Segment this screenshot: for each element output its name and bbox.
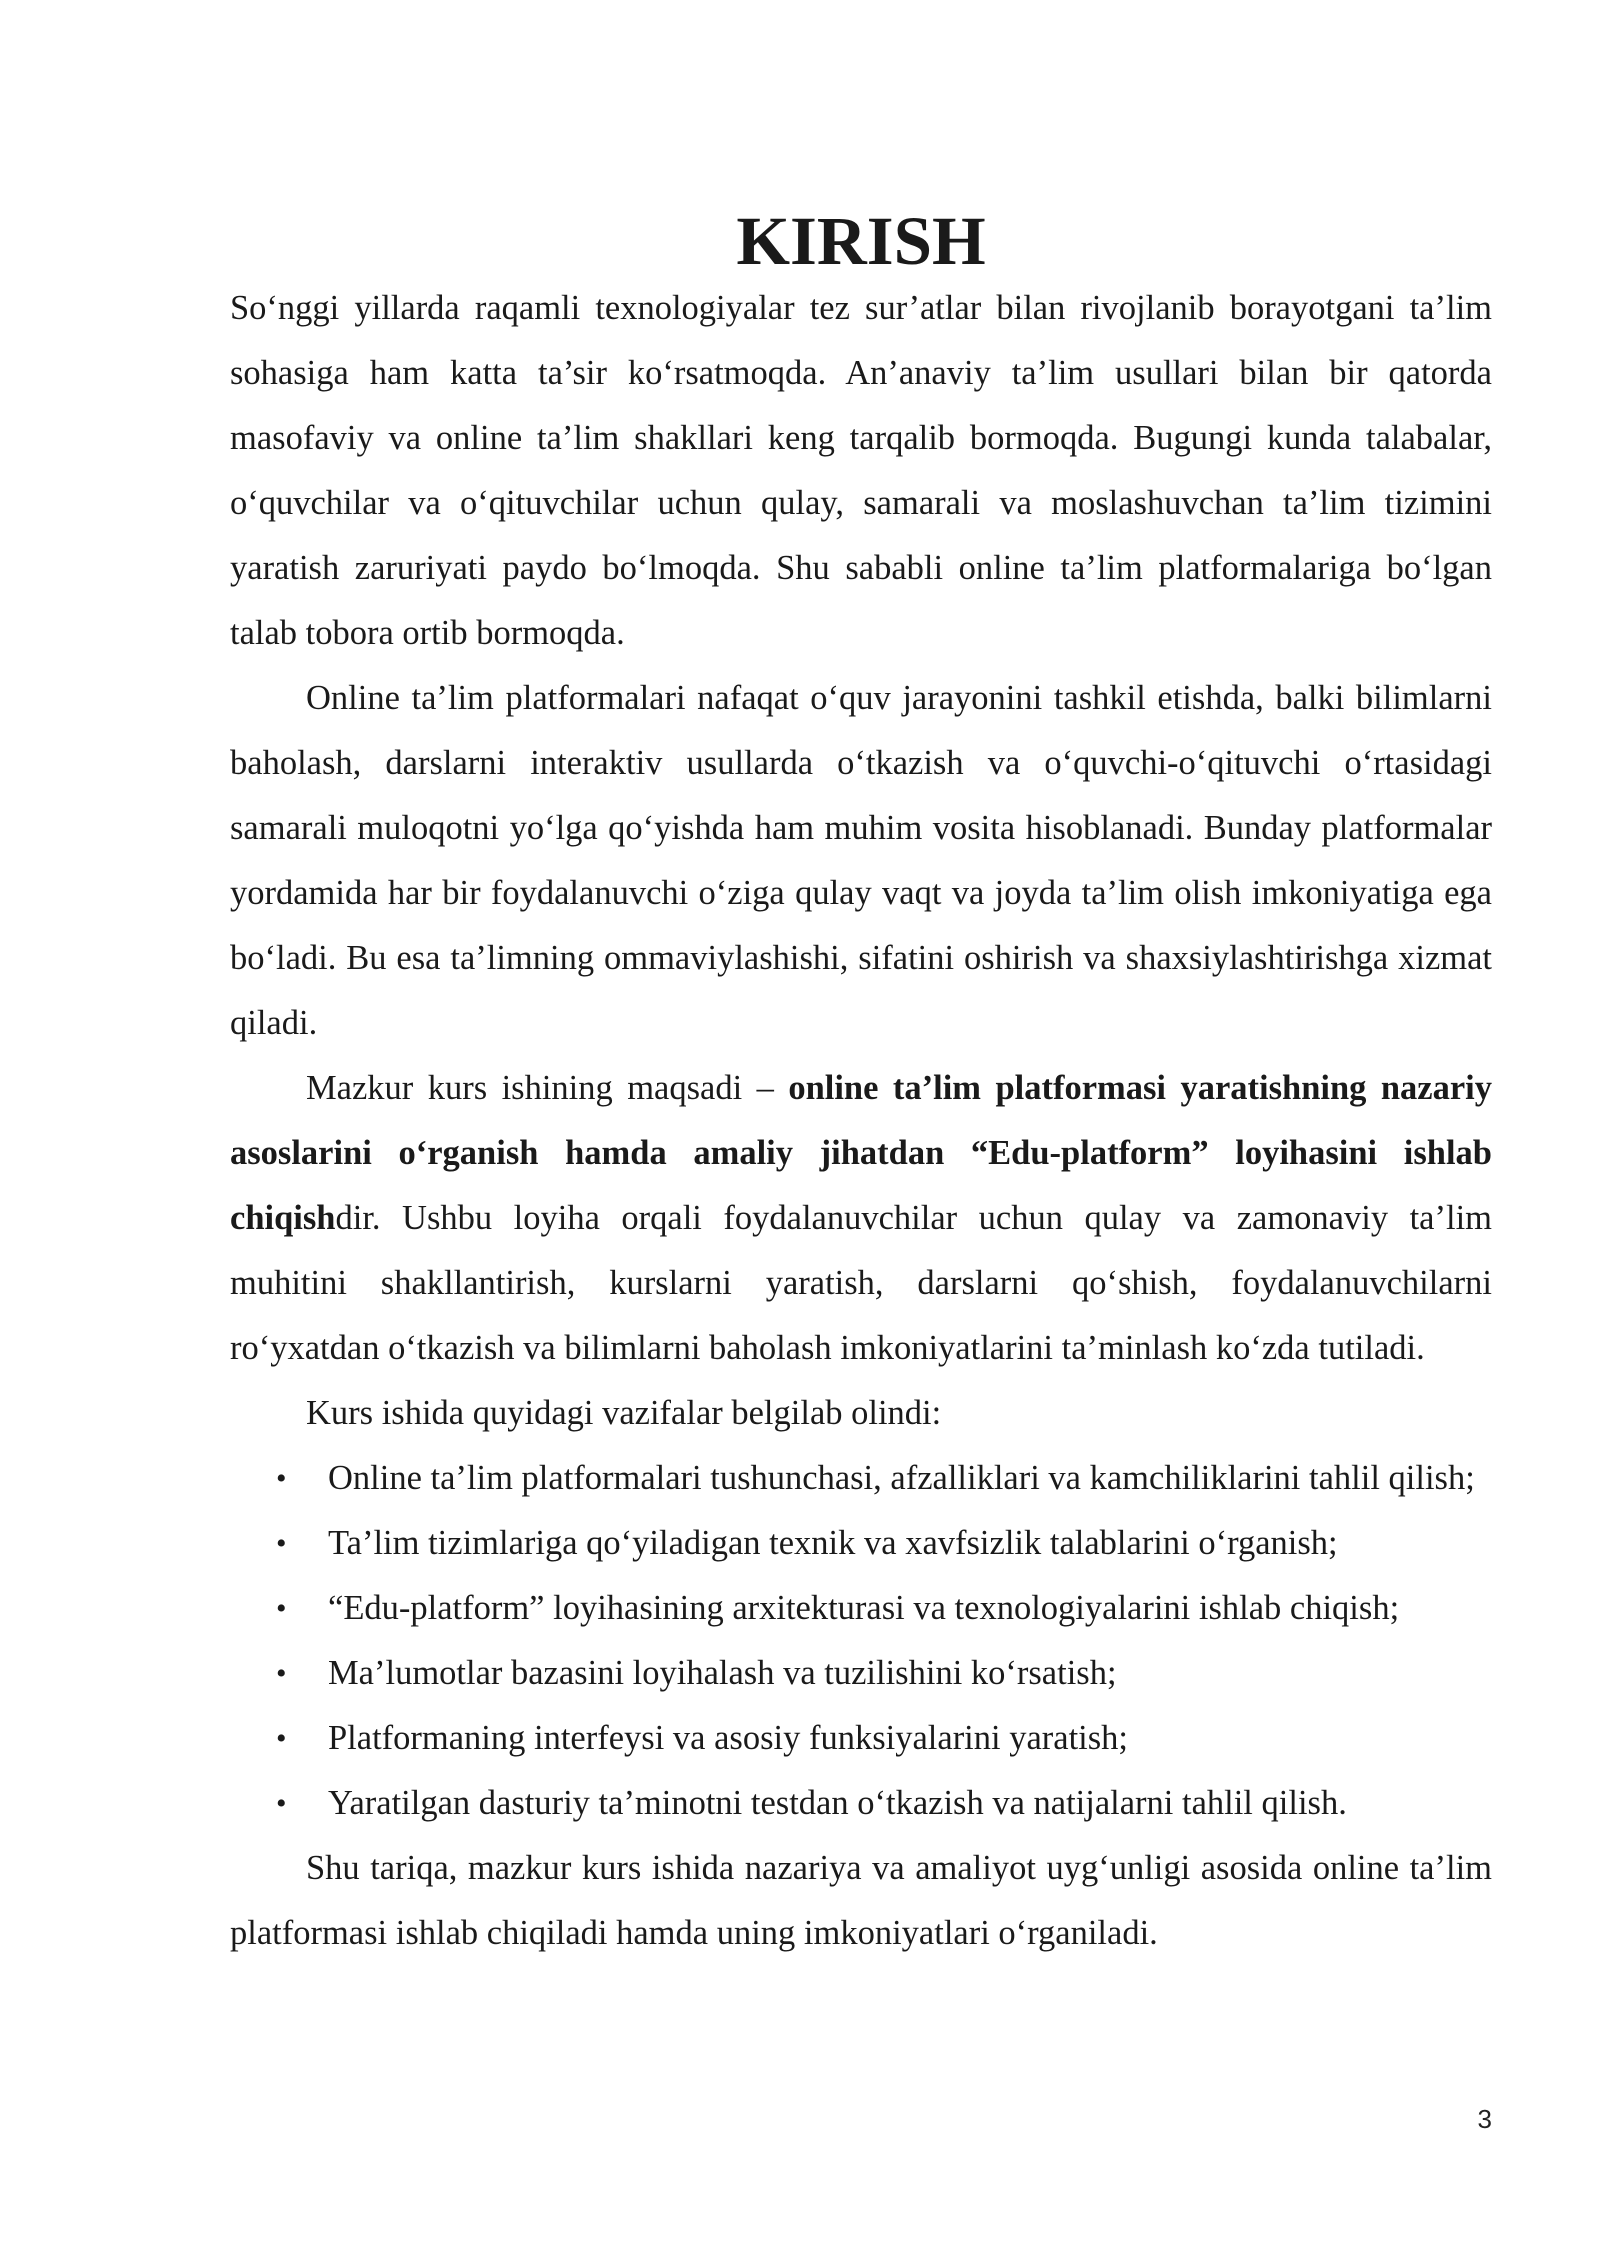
tasks-list <box>230 1446 1492 1836</box>
list-item <box>230 1511 1492 1576</box>
conclusion-paragraph: Shu tariqa, mazkur kurs ishida nazariya va amaliyot uyg‘unligi asosida online ta’lim platformasi ishlab chiqiladi hamda uning imkoniyatlari o‘rganiladi. <box>230 1849 1492 1952</box>
list-item <box>230 1641 1492 1706</box>
document-page <box>230 203 1493 1966</box>
task-text: Yaratilgan dasturiy ta’minotni testdan o‘tkazish va natijalarni tahlil qilish. <box>328 1784 1347 1822</box>
list-item <box>230 1576 1492 1641</box>
task-text: “Edu-platform” loyihasining arxitekturasi va texnologiyalarini ishlab chiqish; <box>328 1589 1400 1627</box>
bullet-icon: • <box>276 1527 287 1560</box>
list-item <box>230 1706 1492 1771</box>
task-text: Ma’lumotlar bazasini loyihalash va tuzilishini ko‘rsatish; <box>328 1654 1117 1692</box>
platforms-paragraph: Online ta’lim platformalari nafaqat o‘quv jarayonini tashkil etishda, balki bilimlarni baholash, darslarni interaktiv usullarda o‘tkazish va o‘quvchi-o‘qituvchi o‘rtasidagi samarali muloqotni yo‘lga qo‘yishda ham muhim vosita hisoblanadi. Bunday platformalar yordamida har bir foydalanuvchi o‘ziga qulay vaqt va joyda ta’lim olish imkoniyatiga ega bo‘ladi. Bu esa ta’limning ommaviylashishi, sifatini oshirish va shaxsiylashtirishga xizmat qiladi. <box>230 679 1492 1042</box>
bullet-icon: • <box>276 1657 287 1690</box>
list-item <box>230 1771 1492 1836</box>
task-text: Online ta’lim platformalari tushunchasi, afzalliklari va kamchiliklarini tahlil qilish; <box>328 1459 1475 1497</box>
goal-intro-text: Mazkur kurs ishining maqsadi – <box>306 1069 789 1107</box>
bullet-icon: • <box>276 1722 287 1755</box>
bullet-icon: • <box>276 1462 287 1495</box>
goal-bold-text: online ta’lim platformasi yaratishning nazariy asoslarini o‘rganish hamda amaliy jihatdan “Edu-platform” loyihasini ishlab chiqish <box>230 1069 1493 1237</box>
tasks-intro: Kurs ishida quyidagi vazifalar belgilab olindi: <box>306 1394 942 1432</box>
task-text: Ta’lim tizimlariga qo‘yiladigan texnik va xavfsizlik talablarini o‘rganish; <box>328 1524 1338 1562</box>
bullet-icon: • <box>276 1592 287 1625</box>
page-number: 3 <box>1477 2104 1492 2134</box>
goal-paragraph <box>230 1056 1492 1381</box>
task-text: Platformaning interfeysi va asosiy funksiyalarini yaratish; <box>328 1719 1129 1757</box>
bullet-icon: • <box>276 1787 287 1820</box>
intro-paragraph: So‘nggi yillarda raqamli texnologiyalar tez sur’atlar bilan rivojlanib borayotgani ta’lim sohasiga ham katta ta’sir ko‘rsatmoqda. An’anaviy ta’lim usullari bilan bir qatorda masofaviy va online ta’lim shakllari keng tarqalib bormoqda. Bugungi kunda talabalar, o‘quvchilar va o‘qituvchilar uchun qulay, samarali va moslashuvchan ta’lim tizimini yaratish zaruriyati paydo bo‘lmoqda. Shu sababli online ta’lim platformalariga bo‘lgan talab tobora ortib bormoqda. <box>230 289 1492 652</box>
document-title: KIRISH <box>736 203 986 279</box>
list-item <box>230 1446 1492 1511</box>
goal-rest-text: dir. Ushbu loyiha orqali foydalanuvchilar uchun qulay va zamonaviy ta’lim muhitini shakllantirish, kurslarni yaratish, darslarni qo‘shish, foydalanuvchilarni ro‘yxatdan o‘tkazish va bilimlarni baholash imkoniyatlarini ta’minlash ko‘zda tutiladi. <box>230 1199 1492 1367</box>
